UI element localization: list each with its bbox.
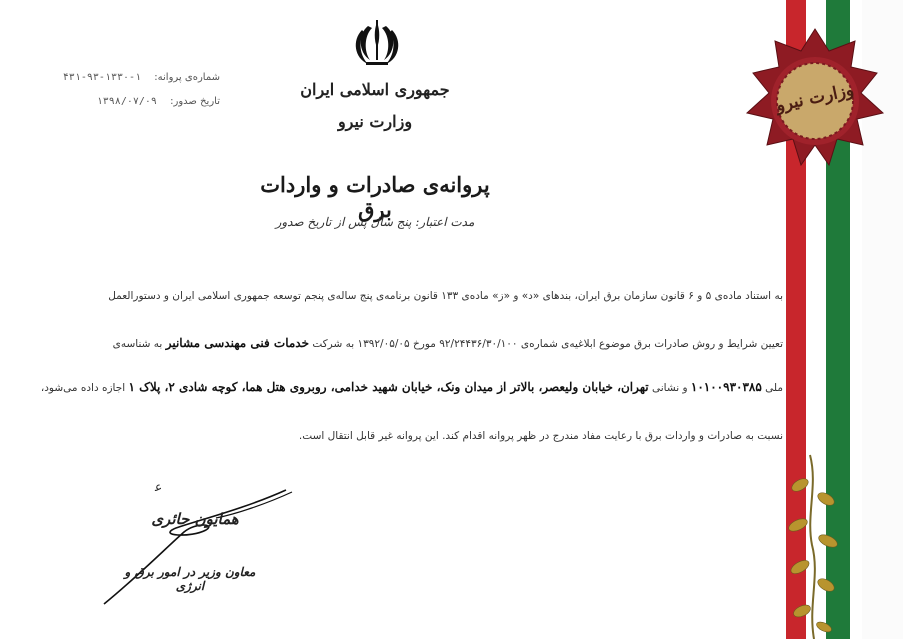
company-name: خدمات فنی مهندسی مشانیر [165,336,309,350]
body-line-2-text: تعیین شرایط و روش صادرات برق موضوع ابلاغیه‌ی شماره‌ی ۹۲/۲۴۴۳۶/۳۰/۱۰۰ مورخ ۱۳۹۲/۰۵/۰۵ به شرکت [312,338,783,350]
issue-date-label: تاریخ صدور: [170,96,220,107]
body-line-3-mid: و نشانی [651,382,688,394]
seal-label: وزارت نیرو [774,80,856,116]
body-line-1: به استناد ماده‌ی ۵ و ۶ قانون سازمان برق ایران، بندهای «د» و «ز» ماده‌ی ۱۳۳ قانون برنامه‌ی پنج ساله‌ی پنجم توسعه جمهوری اسلامی ایران و دستورالعمل [108,290,783,302]
body-line-2 [112,336,783,350]
validity-period: مدت اعتبار: پنج سال پس از تاریخ صدور [275,215,475,229]
issue-date-value: ۱۳۹۸/۰۷/۰۹ [96,96,157,107]
iran-emblem-icon [350,18,404,70]
country-name: جمهوری اسلامی ایران [300,80,450,99]
license-number-label: شماره‌ی پروانه: [154,72,220,83]
body-line-2-suffix: به شناسه‌ی [112,338,163,350]
issue-date-row [68,96,220,107]
license-title: پروانه‌ی صادرات و واردات برق [260,172,490,222]
company-address: تهران، خیابان ولیعصر، بالاتر از میدان ونک، خیابان شهید خدامی، روبروی هتل هما، کوچه شادی ۲، پلاک ۱ [128,380,649,394]
ministry-name: وزارت نیرو [337,112,413,131]
license-number-value: ۱-۱۳۳۰-۹۳-۴۳۱ [62,72,142,83]
signatory-name: همایون حائری [151,510,239,528]
body-line-3-prefix: ملی [765,382,783,394]
vine-ornament-icon [778,455,850,639]
national-id: ۱۰۱۰۰۹۳۰۳۸۵ [690,380,762,394]
license-number-row [62,72,220,83]
body-line-3 [40,380,783,394]
signatory-title: معاون وزیر در امور برق و انرژی [124,565,256,593]
body-line-3-suffix: اجازه داده می‌شود، [40,382,126,394]
body-line-4: نسبت به صادرات و واردات برق با رعایت مفاد مندرج در ظهر پروانه اقدام کند. این پروانه غیر قابل انتقال است. [298,430,783,442]
small-mark: ﻋ [155,480,163,494]
